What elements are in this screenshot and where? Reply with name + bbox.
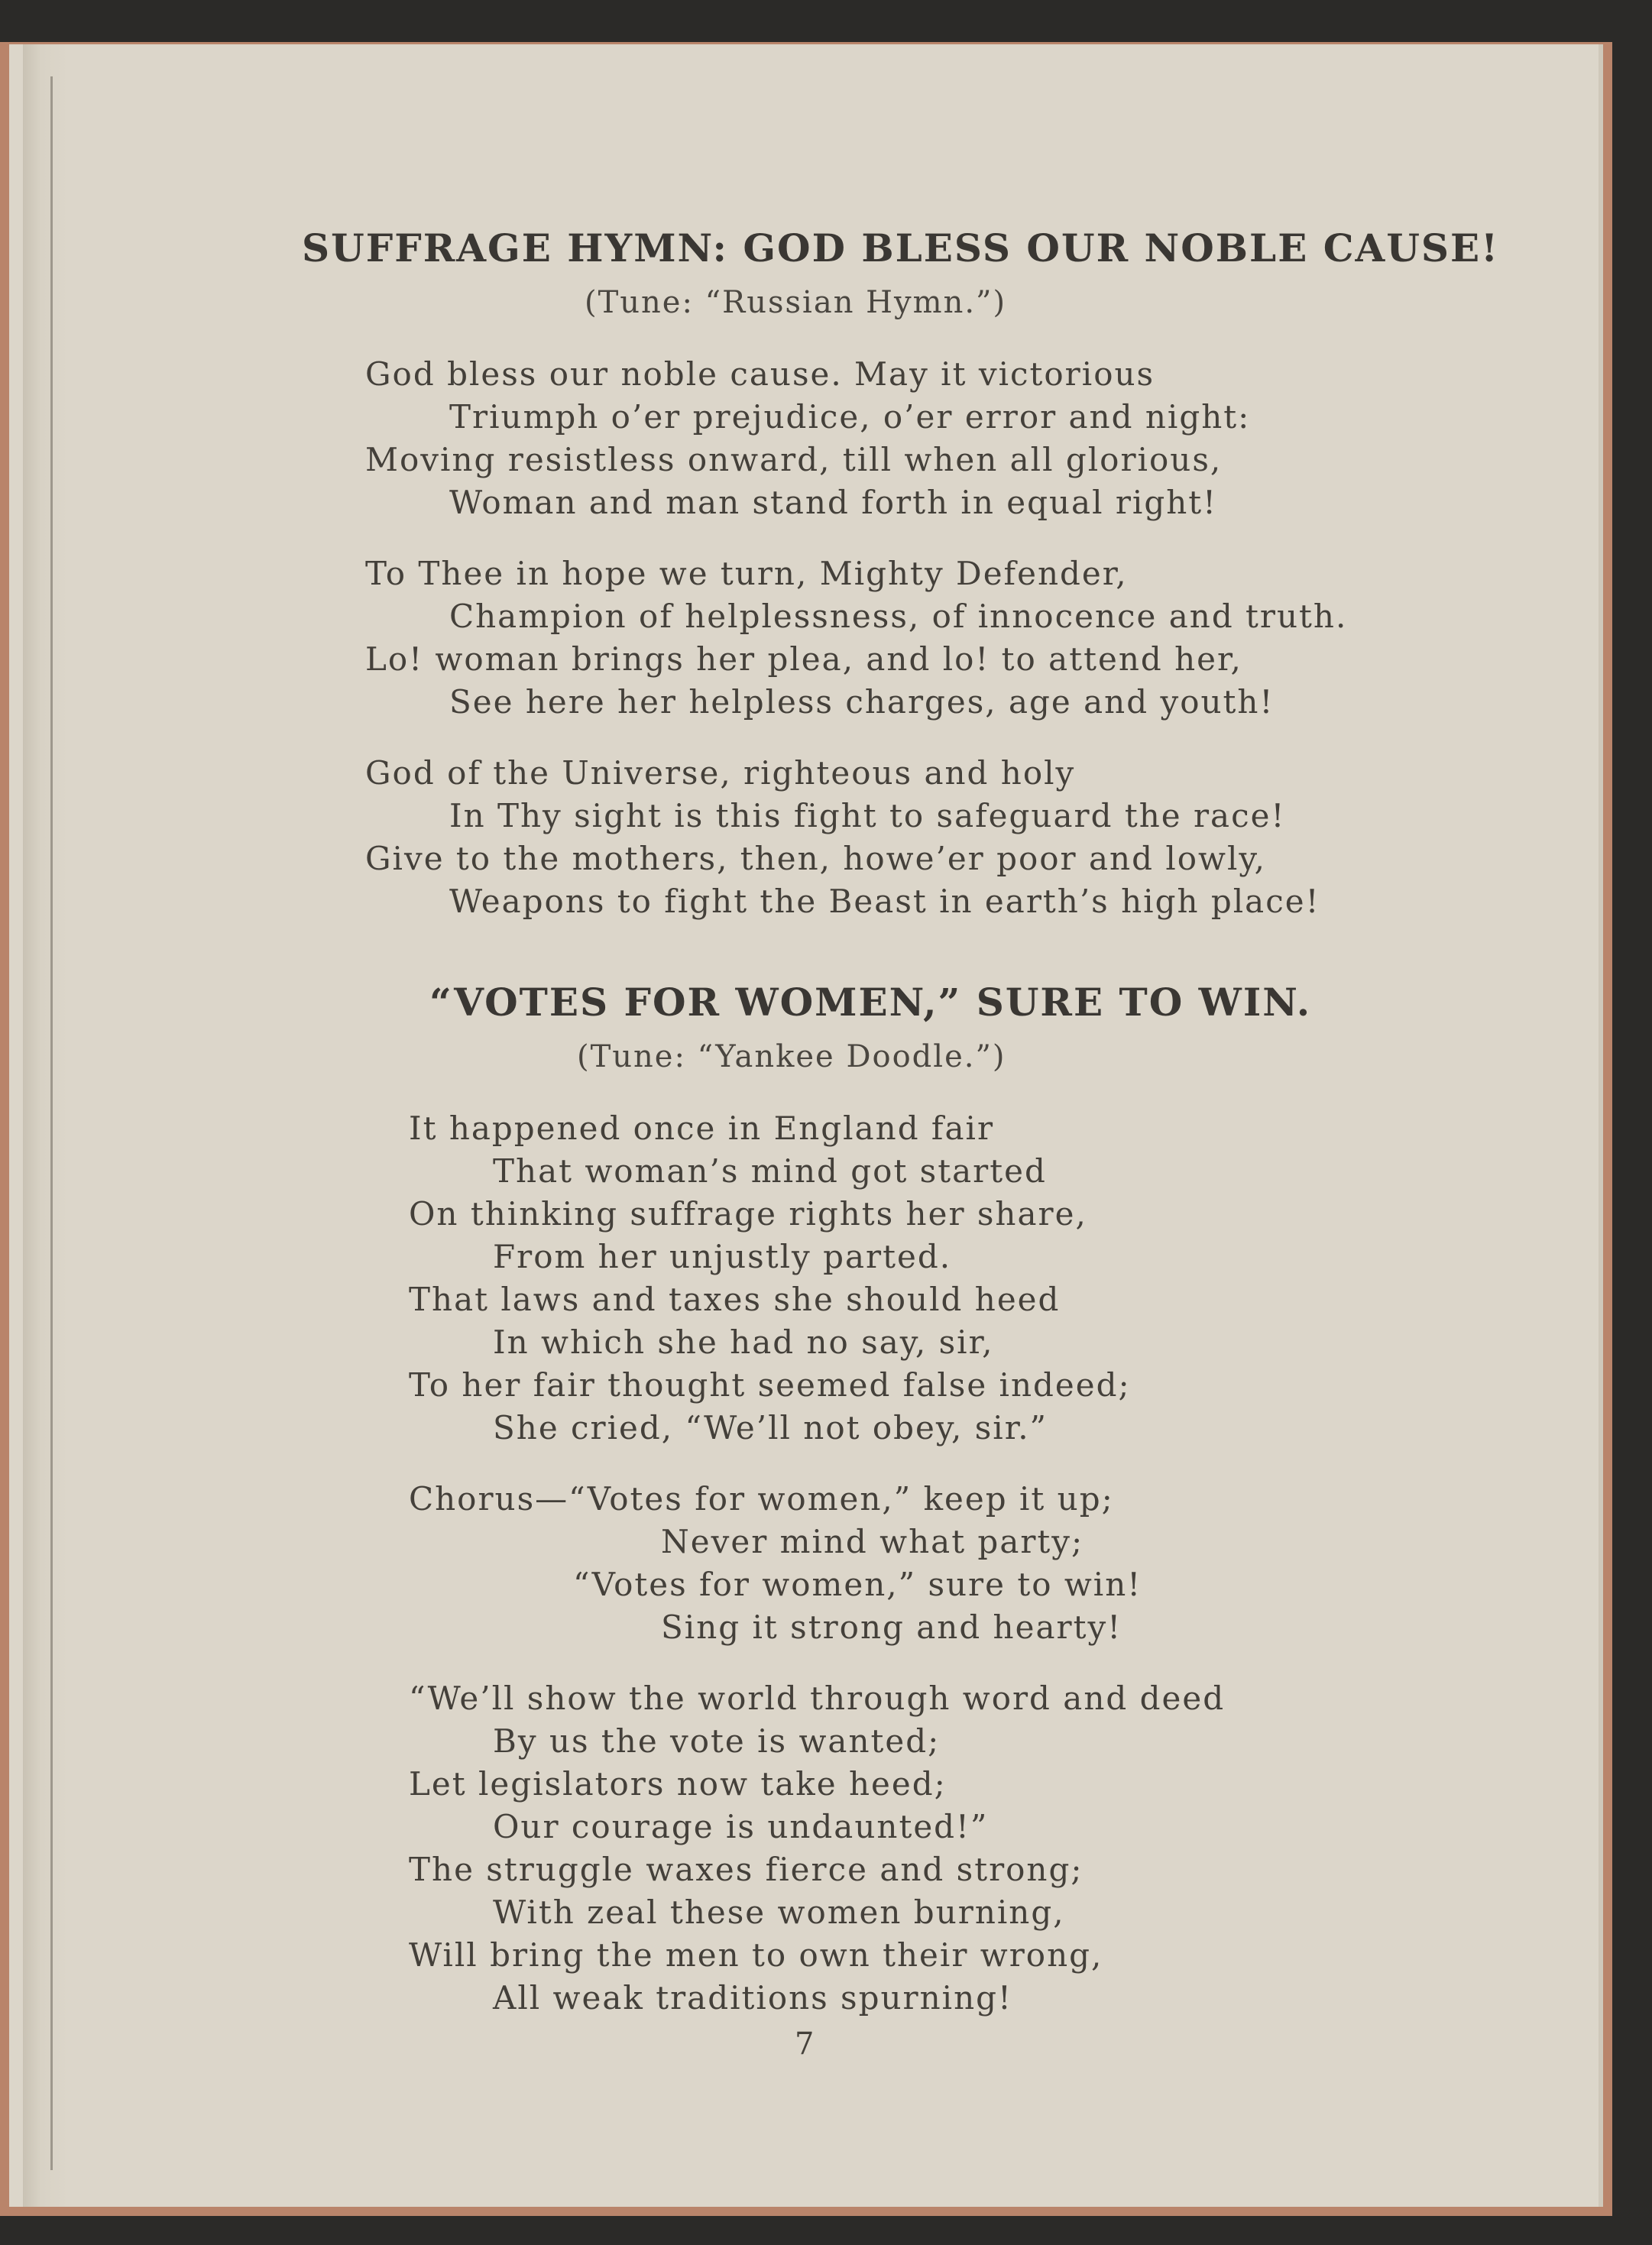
hymn1-line: Champion of helplessness, of innocence and truth. (449, 598, 1348, 635)
hymn1-line: God bless our noble cause. May it victorious (365, 355, 1155, 393)
hymn2-line: On thinking suffrage rights her share, (409, 1195, 1087, 1233)
hymn2-line: The struggle waxes fierce and strong; (409, 1851, 1084, 1888)
hymn2-line: “We’ll show the world through word and deed (409, 1680, 1226, 1717)
hymn2-line: In which she had no say, sir, (493, 1323, 994, 1361)
hymn2-line: From her unjustly parted. (493, 1238, 952, 1275)
hymn2-chorus-line: Sing it strong and hearty! (661, 1608, 1122, 1646)
hymn1-line: Give to the mothers, then, howe’er poor and lowly, (365, 840, 1266, 877)
hymn2-chorus-line: Never mind what party; (661, 1523, 1084, 1560)
hymn2-line: By us the vote is wanted; (493, 1722, 941, 1760)
hymn2-line: To her fair thought seemed false indeed; (409, 1366, 1131, 1404)
hymn2-tune: (Tune: “Yankee Doodle.”) (577, 1039, 1006, 1074)
hymn2-chorus-line: “Votes for women,” sure to win! (573, 1566, 1142, 1603)
hymn1-line: Woman and man stand forth in equal right! (449, 484, 1218, 521)
hymn2-line: With zeal these women burning, (493, 1894, 1065, 1931)
hymn2-line: That laws and taxes she should heed (409, 1281, 1061, 1318)
hymn1-line: Weapons to fight the Beast in earth’s high place! (449, 883, 1320, 920)
hymn2-line: Our courage is undaunted!” (493, 1808, 989, 1845)
hymn2-title: “VOTES FOR WOMEN,” SURE TO WIN. (429, 980, 1312, 1025)
page-number: 7 (795, 2026, 815, 2062)
hymn1-line: Triumph o’er prejudice, o’er error and night: (449, 398, 1251, 436)
hymn2-line: That woman’s mind got started (493, 1152, 1047, 1190)
hymn1-title: SUFFRAGE HYMN: GOD BLESS OUR NOBLE CAUSE! (302, 225, 1500, 271)
hymn1-line: In Thy sight is this fight to safeguard the race! (449, 797, 1286, 834)
hymn1-line: Lo! woman brings her plea, and lo! to attend her, (365, 640, 1242, 678)
hymn2-line: All weak traditions spurning! (493, 1979, 1012, 2017)
hymn2-line: Let legislators now take heed; (409, 1765, 947, 1803)
hymn1-line: Moving resistless onward, till when all glorious, (365, 441, 1223, 478)
page-gutter (23, 44, 69, 2207)
hymn2-chorus-line: Chorus—“Votes for women,” keep it up; (409, 1480, 1114, 1518)
hymn1-tune: (Tune: “Russian Hymn.”) (585, 285, 1007, 320)
hymn1-line: See here her helpless charges, age and youth! (449, 683, 1275, 721)
spine-fold (50, 76, 53, 2170)
hymn2-line: It happened once in England fair (409, 1110, 995, 1147)
hymn2-line: She cried, “We’ll not obey, sir.” (493, 1409, 1048, 1446)
hymn1-line: To Thee in hope we turn, Mighty Defender, (365, 555, 1128, 592)
hymn1-line: God of the Universe, righteous and holy (365, 754, 1076, 792)
hymn2-line: Will bring the men to own their wrong, (409, 1936, 1103, 1974)
